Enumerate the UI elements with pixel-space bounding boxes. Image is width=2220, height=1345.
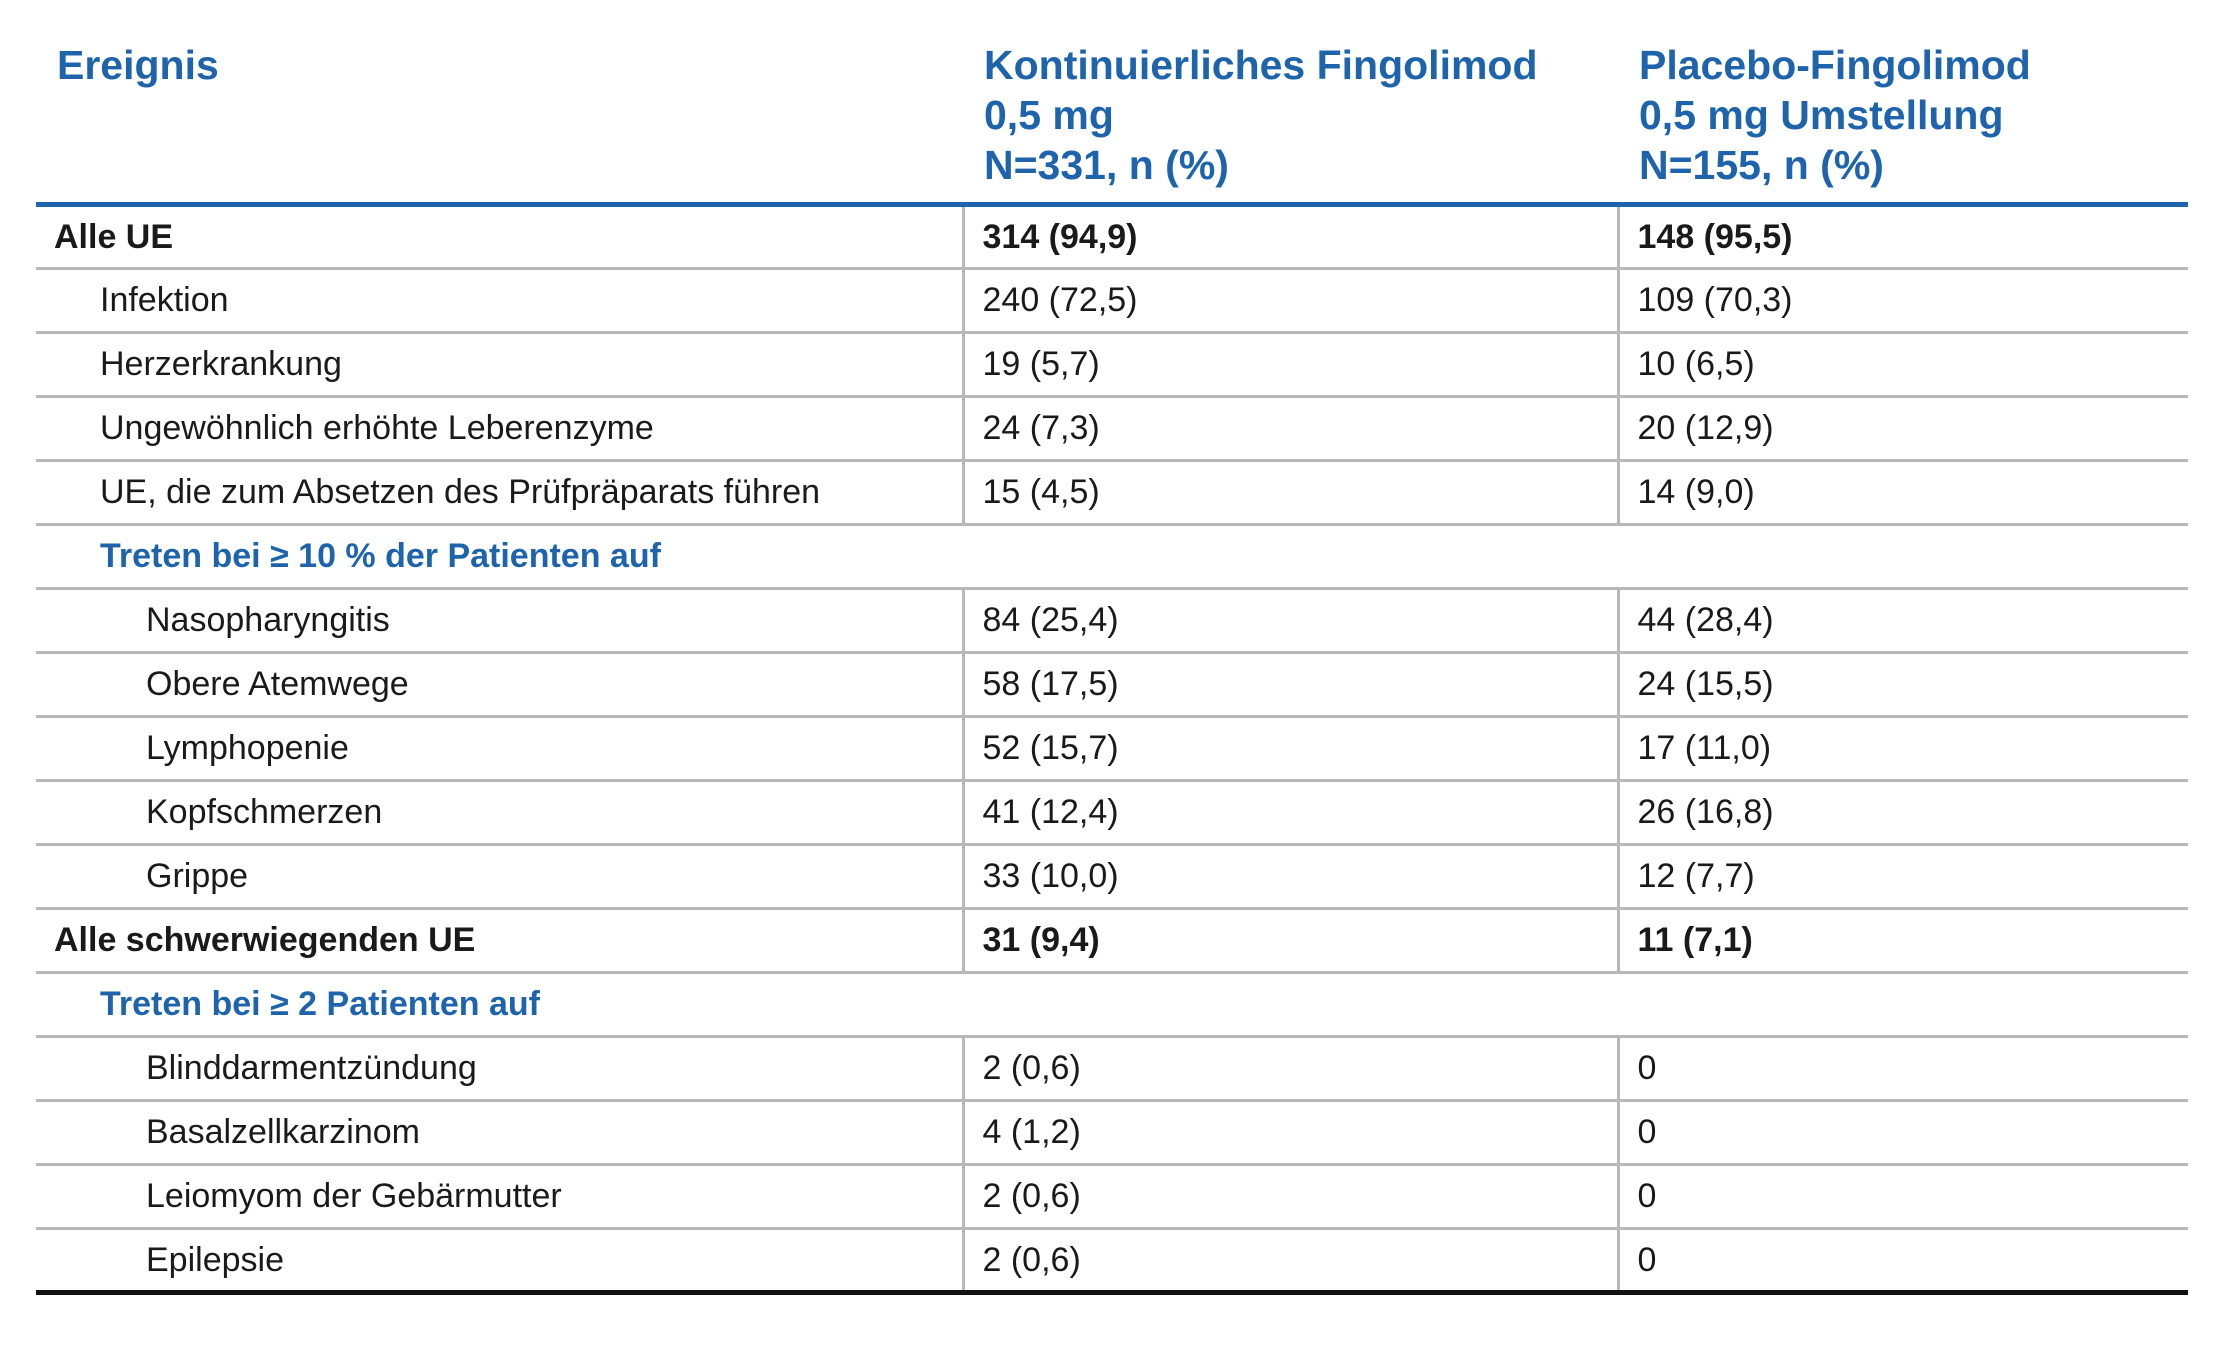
event-label: Infektion xyxy=(36,269,963,333)
event-label: Alle UE xyxy=(36,205,963,269)
event-label: Obere Atemwege xyxy=(36,653,963,717)
adverse-events-table-container xyxy=(36,40,2188,1295)
table-row xyxy=(36,1165,2188,1229)
value-placebo-switch: 44 (28,4) xyxy=(1618,589,2188,653)
event-label: Leiomyom der Gebärmutter xyxy=(36,1165,963,1229)
value-continuous: 31 (9,4) xyxy=(963,909,1618,973)
value-placebo-switch: 24 (15,5) xyxy=(1618,653,2188,717)
event-label: Ungewöhnlich erhöhte Leberenzyme xyxy=(36,397,963,461)
value-continuous: 2 (0,6) xyxy=(963,1229,1618,1293)
header-continuous-fingolimod xyxy=(963,40,1618,205)
value-continuous: 24 (7,3) xyxy=(963,397,1618,461)
value-placebo-switch: 11 (7,1) xyxy=(1618,909,2188,973)
table-body xyxy=(36,205,2188,1293)
subheading-label: Treten bei ≥ 10 % der Patienten auf xyxy=(36,525,2188,589)
table-row xyxy=(36,845,2188,909)
table-row xyxy=(36,1101,2188,1165)
value-placebo-switch: 12 (7,7) xyxy=(1618,845,2188,909)
value-continuous: 15 (4,5) xyxy=(963,461,1618,525)
event-label: Grippe xyxy=(36,845,963,909)
table-row xyxy=(36,589,2188,653)
value-placebo-switch: 109 (70,3) xyxy=(1618,269,2188,333)
value-continuous: 41 (12,4) xyxy=(963,781,1618,845)
header-col2-line2: 0,5 mg xyxy=(984,92,1114,138)
header-col3-line3: N=155, n (%) xyxy=(1639,142,1884,188)
value-continuous: 33 (10,0) xyxy=(963,845,1618,909)
table-row xyxy=(36,653,2188,717)
header-row xyxy=(36,40,2188,205)
header-col2-line3: N=331, n (%) xyxy=(984,142,1229,188)
header-col2-line1: Kontinuierliches Fingolimod xyxy=(984,42,1538,88)
header-col3-line2: 0,5 mg Umstellung xyxy=(1639,92,2004,138)
table-row xyxy=(36,397,2188,461)
value-continuous: 4 (1,2) xyxy=(963,1101,1618,1165)
table-row xyxy=(36,1229,2188,1293)
header-event-label: Ereignis xyxy=(57,42,219,88)
event-label: UE, die zum Absetzen des Prüfpräparats führen xyxy=(36,461,963,525)
header-placebo-fingolimod xyxy=(1618,40,2188,205)
value-placebo-switch: 0 xyxy=(1618,1165,2188,1229)
event-label: Alle schwerwiegenden UE xyxy=(36,909,963,973)
table-row xyxy=(36,717,2188,781)
table-row xyxy=(36,461,2188,525)
value-continuous: 52 (15,7) xyxy=(963,717,1618,781)
event-label: Nasopharyngitis xyxy=(36,589,963,653)
table-row xyxy=(36,333,2188,397)
value-continuous: 240 (72,5) xyxy=(963,269,1618,333)
subheading-label: Treten bei ≥ 2 Patienten auf xyxy=(36,973,2188,1037)
event-label: Blinddarmentzündung xyxy=(36,1037,963,1101)
value-placebo-switch: 0 xyxy=(1618,1037,2188,1101)
event-label: Herzerkrankung xyxy=(36,333,963,397)
value-continuous: 2 (0,6) xyxy=(963,1037,1618,1101)
value-placebo-switch: 0 xyxy=(1618,1229,2188,1293)
table-subheading-row xyxy=(36,525,2188,589)
value-placebo-switch: 20 (12,9) xyxy=(1618,397,2188,461)
adverse-events-table xyxy=(36,40,2188,1295)
table-row xyxy=(36,781,2188,845)
value-continuous: 58 (17,5) xyxy=(963,653,1618,717)
value-placebo-switch: 26 (16,8) xyxy=(1618,781,2188,845)
value-placebo-switch: 14 (9,0) xyxy=(1618,461,2188,525)
value-placebo-switch: 148 (95,5) xyxy=(1618,205,2188,269)
header-event xyxy=(36,40,963,205)
table-header xyxy=(36,40,2188,205)
event-label: Epilepsie xyxy=(36,1229,963,1293)
table-row xyxy=(36,1037,2188,1101)
table-row xyxy=(36,909,2188,973)
value-placebo-switch: 0 xyxy=(1618,1101,2188,1165)
value-placebo-switch: 17 (11,0) xyxy=(1618,717,2188,781)
value-continuous: 314 (94,9) xyxy=(963,205,1618,269)
table-row xyxy=(36,205,2188,269)
header-col3-line1: Placebo-Fingolimod xyxy=(1639,42,2031,88)
value-placebo-switch: 10 (6,5) xyxy=(1618,333,2188,397)
event-label: Basalzellkarzinom xyxy=(36,1101,963,1165)
table-subheading-row xyxy=(36,973,2188,1037)
event-label: Lymphopenie xyxy=(36,717,963,781)
value-continuous: 19 (5,7) xyxy=(963,333,1618,397)
value-continuous: 2 (0,6) xyxy=(963,1165,1618,1229)
table-row xyxy=(36,269,2188,333)
value-continuous: 84 (25,4) xyxy=(963,589,1618,653)
event-label: Kopfschmerzen xyxy=(36,781,963,845)
